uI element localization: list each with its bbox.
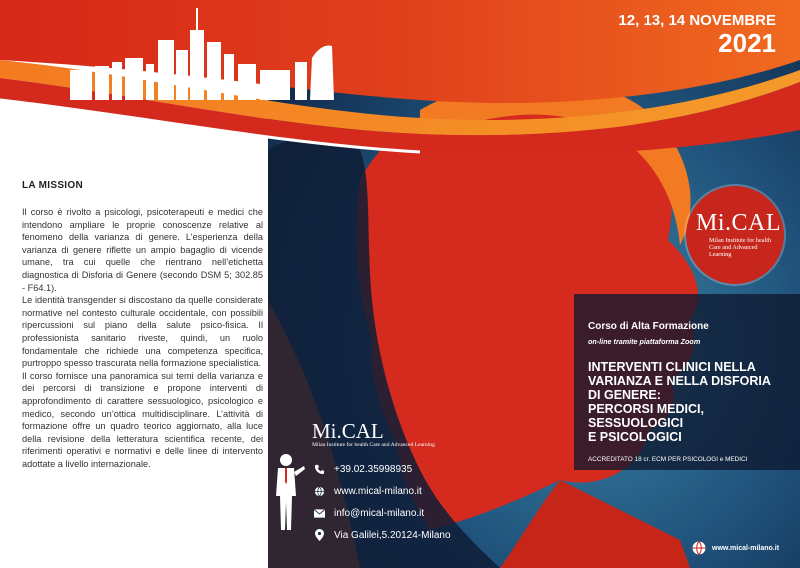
contact-logo-name: Mi.CAL [312, 419, 384, 443]
accreditation-text: ACCREDITATO 18 cr. ECM PER PSICOLOGI e MEDICI [588, 456, 748, 463]
map-pin-icon [312, 528, 326, 542]
contact-email[interactable] [312, 506, 424, 520]
mical-logo-name: Mi.CAL [696, 210, 782, 236]
contact-web[interactable] [312, 484, 422, 498]
contact-logo-subtitle: Milan Institute for health Care and Advanced Learning [312, 442, 435, 448]
course-title-line: E PSICOLOGICI [588, 430, 682, 444]
contact-address[interactable] [312, 528, 451, 542]
course-title-line: INTERVENTI CLINICI NELLA [588, 360, 756, 374]
footer-website[interactable] [692, 541, 779, 555]
contact-phone[interactable] [312, 462, 412, 476]
event-year: 2021 [718, 28, 776, 58]
website-link: www.mical-milano.it [334, 485, 422, 497]
globe-icon [312, 484, 326, 498]
address-text: Via Galilei,5.20124-Milano [334, 529, 451, 541]
phone-number: +39.02.35998935 [334, 463, 413, 475]
mission-title: LA MISSION [22, 180, 83, 191]
email-link: info@mical-milano.it [334, 507, 425, 519]
course-label: Corso di Alta Formazione [588, 321, 709, 332]
event-dates: 12, 13, 14 NOVEMBRE [618, 12, 776, 29]
course-mode: on-line tramite piattaforma Zoom [588, 337, 701, 346]
course-title [588, 360, 794, 444]
envelope-icon [312, 506, 326, 520]
mical-logo-subtitle: Milan Institute for health Care and Advanced Learning [709, 237, 772, 258]
mission-body [22, 206, 263, 470]
course-title-line: PERCORSI MEDICI, SESSUOLOGICI [588, 402, 704, 430]
course-title-line: DI GENERE: [588, 388, 661, 402]
mission-paragraph: Le identità transgender si discostano da quelle considerate normative nel contesto culturale occidentale, con possibili ripercussioni sul piano della salute psico-fisica. Il professionista sanitario riveste, quindi, un ruolo fondamentale che richiede una competenza specifica, purtroppo spesso trascurata nella formazione specialistica. [22, 295, 263, 369]
footer-website-text: www.mical-milano.it [712, 544, 780, 552]
phone-icon [312, 462, 326, 476]
course-title-line: VARIANZA E NELLA DISFORIA [588, 374, 771, 388]
mission-paragraph: Il corso è rivolto a psicologi, psicoterapeuti e medici che intendono ampliare le proprie conoscenze relative al fenomeno della varianza di genere. L’esperienza della varianza di genere riflette un ampio bagaglio di vicende umane, tra cui quelle che rientrano nell’etichetta diagnostica di Disforia di Genere (secondo DSM 5; 302.85 - F64.1). [22, 207, 263, 293]
globe-icon [692, 541, 706, 555]
mission-paragraph: Il corso fornisce una panoramica sui temi della varianza e dei percorsi di transizione e propone interventi di approfondimento di carattere sessuologico, psicologico e medico, secondo un’ottica multidisciplinare. L’attività di formazione offre un quadro teorico aggiornato, alla luce della revisione della letteratura scientifica recente, dei riferimenti operativi e normativi e delle linee di intervento adottate a livello internazionale. [22, 370, 263, 469]
presenter-figure-icon [272, 452, 306, 532]
